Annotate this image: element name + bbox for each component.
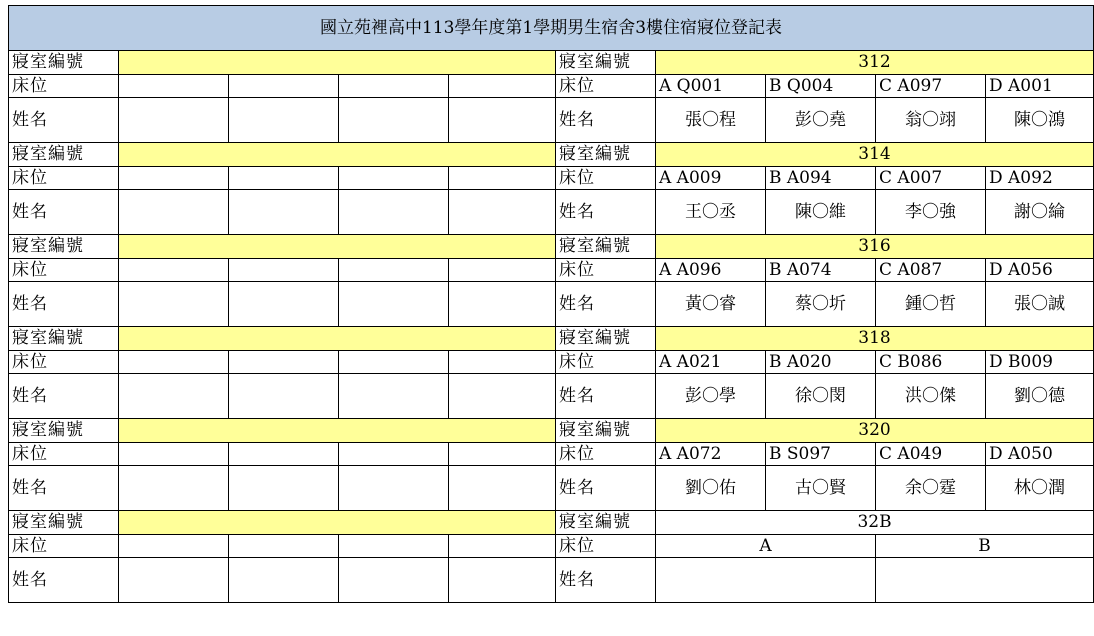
bed-field-left[interactable] bbox=[119, 535, 229, 558]
room-number: 32B bbox=[656, 511, 1094, 535]
name-row bbox=[9, 98, 1094, 143]
student-name: 劉〇佑 bbox=[656, 466, 766, 511]
bed-field-left[interactable] bbox=[449, 167, 556, 190]
bed-label: 床位 bbox=[556, 75, 656, 98]
name-label-left: 姓名 bbox=[9, 190, 119, 235]
bed-label: 床位 bbox=[556, 535, 656, 558]
name-field-left[interactable] bbox=[339, 374, 449, 419]
student-name: 彭〇學 bbox=[656, 374, 766, 419]
bed-code: C A087 bbox=[876, 259, 986, 282]
student-name: 王〇丞 bbox=[656, 190, 766, 235]
room-number: 320 bbox=[656, 419, 1094, 443]
student-name: 洪〇傑 bbox=[876, 374, 986, 419]
bed-code: A A009 bbox=[656, 167, 766, 190]
name-label-left: 姓名 bbox=[9, 558, 119, 603]
student-name: 謝〇綸 bbox=[986, 190, 1094, 235]
student-name: 彭〇堯 bbox=[766, 98, 876, 143]
bed-code: B A020 bbox=[766, 351, 876, 374]
room-number-label-left: 寢室編號 bbox=[9, 51, 119, 75]
name-field-left[interactable] bbox=[449, 558, 556, 603]
name-label: 姓名 bbox=[556, 98, 656, 143]
name-field-left[interactable] bbox=[339, 190, 449, 235]
bed-label: 床位 bbox=[556, 167, 656, 190]
name-label: 姓名 bbox=[556, 374, 656, 419]
name-label: 姓名 bbox=[556, 558, 656, 603]
room-number-label: 寢室編號 bbox=[556, 511, 656, 535]
bed-label-left: 床位 bbox=[9, 443, 119, 466]
bed-field-left[interactable] bbox=[229, 75, 339, 98]
bed-field-left[interactable] bbox=[339, 443, 449, 466]
bed-code: A Q001 bbox=[656, 75, 766, 98]
bed-field-left[interactable] bbox=[229, 167, 339, 190]
student-name[interactable] bbox=[656, 558, 876, 603]
bed-code: D A092 bbox=[986, 167, 1094, 190]
name-field-left[interactable] bbox=[449, 282, 556, 327]
room-number-label: 寢室編號 bbox=[556, 235, 656, 259]
name-row bbox=[9, 190, 1094, 235]
room-number-row bbox=[9, 327, 1094, 351]
room-number-label: 寢室編號 bbox=[556, 143, 656, 167]
bed-code: C A097 bbox=[876, 75, 986, 98]
bed-code: D A001 bbox=[986, 75, 1094, 98]
bed-field-left[interactable] bbox=[339, 351, 449, 374]
bed-field-left[interactable] bbox=[449, 443, 556, 466]
bed-code: A A021 bbox=[656, 351, 766, 374]
student-name: 陳〇鴻 bbox=[986, 98, 1094, 143]
name-field-left[interactable] bbox=[339, 282, 449, 327]
name-field-left[interactable] bbox=[119, 374, 229, 419]
bed-code: B A074 bbox=[766, 259, 876, 282]
student-name: 張〇誠 bbox=[986, 282, 1094, 327]
student-name: 翁〇翊 bbox=[876, 98, 986, 143]
bed-row bbox=[9, 259, 1094, 282]
bed-field-left[interactable] bbox=[339, 535, 449, 558]
name-field-left[interactable] bbox=[119, 282, 229, 327]
bed-code: D A050 bbox=[986, 443, 1094, 466]
name-field-left[interactable] bbox=[119, 558, 229, 603]
bed-code: D B009 bbox=[986, 351, 1094, 374]
bed-label-left: 床位 bbox=[9, 535, 119, 558]
student-name: 林〇潤 bbox=[986, 466, 1094, 511]
name-label: 姓名 bbox=[556, 190, 656, 235]
bed-field-left[interactable] bbox=[119, 351, 229, 374]
room-number-field-left[interactable] bbox=[119, 235, 556, 259]
name-field-left[interactable] bbox=[229, 98, 339, 143]
student-name: 李〇強 bbox=[876, 190, 986, 235]
name-label-left: 姓名 bbox=[9, 282, 119, 327]
room-number-label-left: 寢室編號 bbox=[9, 511, 119, 535]
name-field-left[interactable] bbox=[339, 558, 449, 603]
student-name: 張〇程 bbox=[656, 98, 766, 143]
dorm-registration-table bbox=[8, 5, 1094, 603]
bed-code: C A049 bbox=[876, 443, 986, 466]
bed-field-left[interactable] bbox=[449, 259, 556, 282]
bed-label: 床位 bbox=[556, 351, 656, 374]
bed-code: A A096 bbox=[656, 259, 766, 282]
name-label: 姓名 bbox=[556, 466, 656, 511]
room-number-label-left: 寢室編號 bbox=[9, 143, 119, 167]
bed-field-left[interactable] bbox=[449, 75, 556, 98]
room-number-field-left[interactable] bbox=[119, 511, 556, 535]
student-name: 蔡〇圻 bbox=[766, 282, 876, 327]
bed-field-left[interactable] bbox=[229, 443, 339, 466]
name-row bbox=[9, 558, 1094, 603]
name-field-left[interactable] bbox=[449, 374, 556, 419]
room-number: 318 bbox=[656, 327, 1094, 351]
bed-code: B bbox=[876, 535, 1094, 558]
student-name: 徐〇閔 bbox=[766, 374, 876, 419]
room-number-field-left[interactable] bbox=[119, 51, 556, 75]
bed-code: B Q004 bbox=[766, 75, 876, 98]
bed-label-left: 床位 bbox=[9, 259, 119, 282]
bed-label: 床位 bbox=[556, 443, 656, 466]
name-row bbox=[9, 374, 1094, 419]
student-name: 古〇賢 bbox=[766, 466, 876, 511]
bed-label: 床位 bbox=[556, 259, 656, 282]
room-number: 314 bbox=[656, 143, 1094, 167]
bed-field-left[interactable] bbox=[119, 443, 229, 466]
bed-field-left[interactable] bbox=[449, 535, 556, 558]
room-number-label-left: 寢室編號 bbox=[9, 419, 119, 443]
name-field-left[interactable] bbox=[229, 558, 339, 603]
room-number: 312 bbox=[656, 51, 1094, 75]
student-name: 鍾〇哲 bbox=[876, 282, 986, 327]
name-field-left[interactable] bbox=[119, 466, 229, 511]
name-field-left[interactable] bbox=[229, 282, 339, 327]
bed-code: D A056 bbox=[986, 259, 1094, 282]
name-label-left: 姓名 bbox=[9, 466, 119, 511]
bed-code: A bbox=[656, 535, 876, 558]
page-title: 國立苑裡高中113學年度第1學期男生宿舍3樓住宿寢位登記表 bbox=[9, 6, 1094, 51]
bed-label-left: 床位 bbox=[9, 351, 119, 374]
room-number-field-left[interactable] bbox=[119, 419, 556, 443]
bed-field-left[interactable] bbox=[229, 259, 339, 282]
room-number-label: 寢室編號 bbox=[556, 51, 656, 75]
name-field-left[interactable] bbox=[339, 466, 449, 511]
student-name[interactable] bbox=[876, 558, 1094, 603]
name-field-left[interactable] bbox=[449, 98, 556, 143]
bed-row bbox=[9, 443, 1094, 466]
name-field-left[interactable] bbox=[449, 466, 556, 511]
bed-row bbox=[9, 75, 1094, 98]
student-name: 余〇霆 bbox=[876, 466, 986, 511]
name-field-left[interactable] bbox=[119, 190, 229, 235]
bed-code: B S097 bbox=[766, 443, 876, 466]
name-field-left[interactable] bbox=[229, 466, 339, 511]
room-number-row bbox=[9, 419, 1094, 443]
room-number-row bbox=[9, 235, 1094, 259]
bed-field-left[interactable] bbox=[449, 351, 556, 374]
student-name: 劉〇德 bbox=[986, 374, 1094, 419]
student-name: 黃〇睿 bbox=[656, 282, 766, 327]
name-label-left: 姓名 bbox=[9, 374, 119, 419]
room-number-label: 寢室編號 bbox=[556, 419, 656, 443]
room-number-row bbox=[9, 143, 1094, 167]
bed-field-left[interactable] bbox=[229, 535, 339, 558]
room-number-field-left[interactable] bbox=[119, 327, 556, 351]
bed-field-left[interactable] bbox=[119, 259, 229, 282]
name-field-left[interactable] bbox=[229, 190, 339, 235]
room-number-row bbox=[9, 511, 1094, 535]
bed-code: B A094 bbox=[766, 167, 876, 190]
name-field-left[interactable] bbox=[229, 374, 339, 419]
bed-label-left: 床位 bbox=[9, 167, 119, 190]
bed-row bbox=[9, 535, 1094, 558]
bed-field-left[interactable] bbox=[339, 167, 449, 190]
bed-label-left: 床位 bbox=[9, 75, 119, 98]
name-label: 姓名 bbox=[556, 282, 656, 327]
room-number: 316 bbox=[656, 235, 1094, 259]
bed-code: C B086 bbox=[876, 351, 986, 374]
bed-field-left[interactable] bbox=[339, 259, 449, 282]
name-row bbox=[9, 282, 1094, 327]
name-row bbox=[9, 466, 1094, 511]
bed-code: C A007 bbox=[876, 167, 986, 190]
name-field-left[interactable] bbox=[119, 98, 229, 143]
bed-row bbox=[9, 167, 1094, 190]
room-number-label-left: 寢室編號 bbox=[9, 327, 119, 351]
room-number-label: 寢室編號 bbox=[556, 327, 656, 351]
room-number-row bbox=[9, 51, 1094, 75]
student-name: 陳〇維 bbox=[766, 190, 876, 235]
bed-field-left[interactable] bbox=[339, 75, 449, 98]
bed-row bbox=[9, 351, 1094, 374]
bed-code: A A072 bbox=[656, 443, 766, 466]
bed-field-left[interactable] bbox=[229, 351, 339, 374]
bed-field-left[interactable] bbox=[119, 167, 229, 190]
room-number-field-left[interactable] bbox=[119, 143, 556, 167]
name-field-left[interactable] bbox=[449, 190, 556, 235]
name-label-left: 姓名 bbox=[9, 98, 119, 143]
name-field-left[interactable] bbox=[339, 98, 449, 143]
bed-field-left[interactable] bbox=[119, 75, 229, 98]
room-number-label-left: 寢室編號 bbox=[9, 235, 119, 259]
